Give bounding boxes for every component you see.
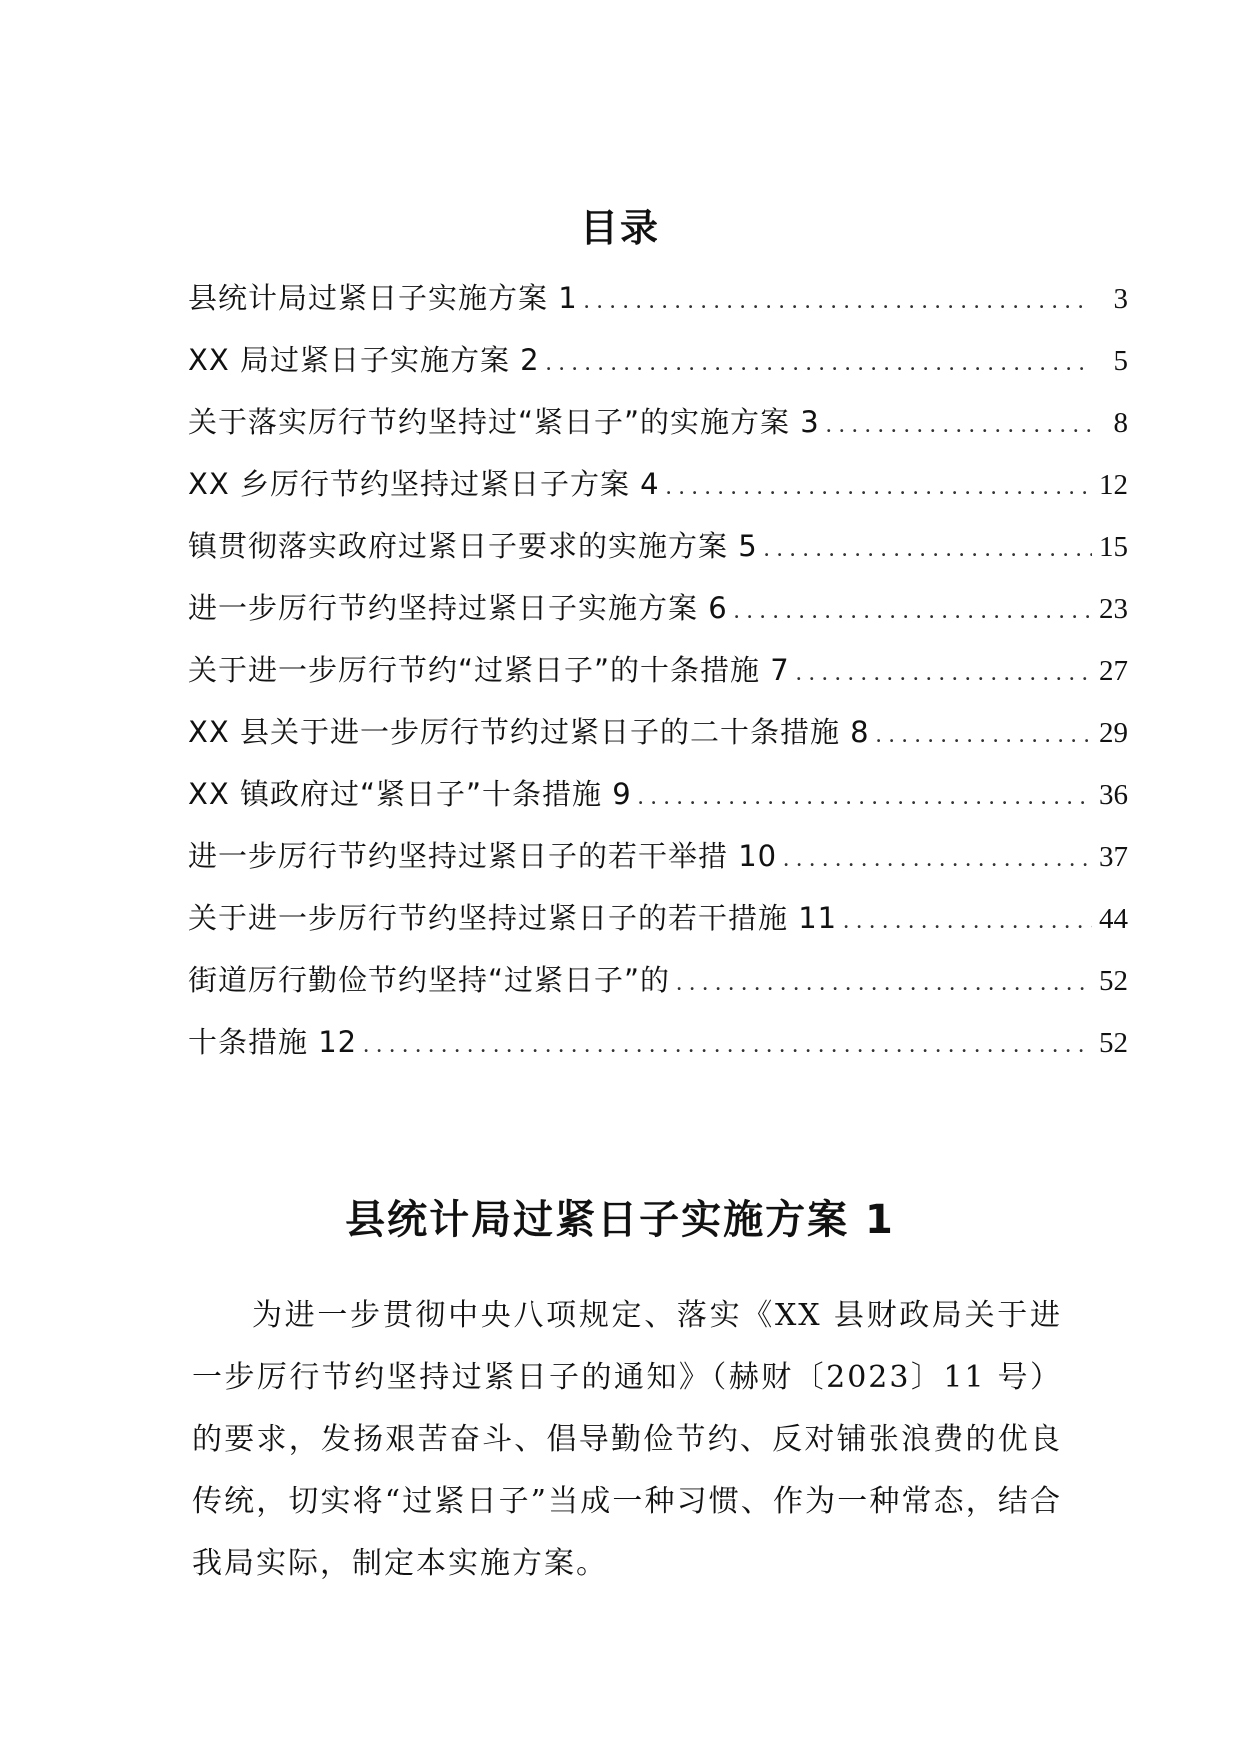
toc-dot-leader [764, 529, 1092, 569]
toc-page-number: 44 [1099, 903, 1128, 935]
section-title: 县统计局过紧日子实施方案 1 [345, 1197, 895, 1244]
toc-entry-text: 县统计局过紧日子实施方案 1 [188, 281, 578, 315]
toc-entry[interactable] [188, 836, 1128, 898]
toc-entry[interactable] [188, 1022, 1128, 1084]
toc-page-number: 36 [1099, 779, 1128, 811]
toc-entry[interactable] [188, 960, 1128, 1022]
toc-entry-text: 关于落实厉行节约坚持过“紧日子”的实施方案 3 [188, 405, 820, 439]
toc-entry-text: 关于进一步厉行节约“过紧日子”的十条措施 7 [188, 653, 790, 687]
toc-entry[interactable] [188, 774, 1128, 836]
toc-dot-leader [843, 901, 1092, 941]
toc-entry[interactable] [188, 898, 1128, 960]
toc-entry-text: XX 局过紧日子实施方案 2 [188, 343, 540, 377]
toc-entry[interactable] [188, 712, 1128, 774]
toc-entry[interactable] [188, 402, 1128, 464]
toc-entry-text: XX 镇政府过“紧日子”十条措施 9 [188, 777, 632, 811]
toc-page-number: 3 [1113, 283, 1128, 315]
toc-page-number: 12 [1099, 469, 1128, 501]
body-paragraph: 为进一步贯彻中央八项规定、落实《XX 县财政局关于进一步厉行节约坚持过紧日子的通知》（赫财〔2023〕11 号）的要求，发扬艰苦奋斗、倡导勤俭节约、反对铺张浪费的优良传统，切实将“过紧日子”当成一种习惯、作为一种常态，结合我局实际，制定本实施方案。 [192, 1298, 1062, 1581]
toc-dot-leader [666, 467, 1092, 507]
toc-entry-text: 镇贯彻落实政府过紧日子要求的实施方案 5 [188, 529, 758, 563]
toc-dot-leader [676, 963, 1092, 1003]
toc-entry[interactable] [188, 526, 1128, 588]
toc-page-number: 52 [1099, 965, 1128, 997]
toc-entry-text: 十条措施 12 [188, 1025, 358, 1059]
toc-dot-leader [584, 281, 1092, 321]
toc-entry[interactable] [188, 650, 1128, 712]
toc-entry[interactable] [188, 278, 1128, 340]
toc-page-number: 29 [1099, 717, 1128, 749]
toc-page-number: 23 [1099, 593, 1128, 625]
toc-dot-leader [363, 1025, 1092, 1065]
toc-page-number: 37 [1099, 841, 1128, 873]
toc-dot-leader [826, 405, 1092, 445]
toc-page-number: 8 [1113, 407, 1128, 439]
toc-page-number: 5 [1113, 345, 1128, 377]
toc-entry-text: XX 县关于进一步厉行节约过紧日子的二十条措施 8 [188, 715, 870, 749]
toc-page-number: 52 [1099, 1027, 1128, 1059]
toc-dot-leader [734, 591, 1092, 631]
toc-page-number: 27 [1099, 655, 1128, 687]
toc-entry-text: 街道厉行勤俭节约坚持“过紧日子”的 [188, 963, 671, 997]
toc-dot-leader [546, 343, 1092, 383]
toc-entry-text: 关于进一步厉行节约坚持过紧日子的若干措施 11 [188, 901, 838, 935]
toc-entry-text: XX 乡厉行节约坚持过紧日子方案 4 [188, 467, 660, 501]
toc-entry[interactable] [188, 464, 1128, 526]
toc-page-number: 15 [1099, 531, 1128, 563]
toc-dot-leader [783, 839, 1092, 879]
toc-entry-text: 进一步厉行节约坚持过紧日子实施方案 6 [188, 591, 728, 625]
toc-dot-leader [796, 653, 1092, 693]
toc-dot-leader [876, 715, 1092, 755]
toc-dot-leader [638, 777, 1092, 817]
toc-list [188, 278, 1128, 1084]
toc-title: 目录 [579, 206, 660, 251]
toc-entry-text: 进一步厉行节约坚持过紧日子的若干举措 10 [188, 839, 778, 873]
toc-entry[interactable] [188, 588, 1128, 650]
toc-entry[interactable] [188, 340, 1128, 402]
